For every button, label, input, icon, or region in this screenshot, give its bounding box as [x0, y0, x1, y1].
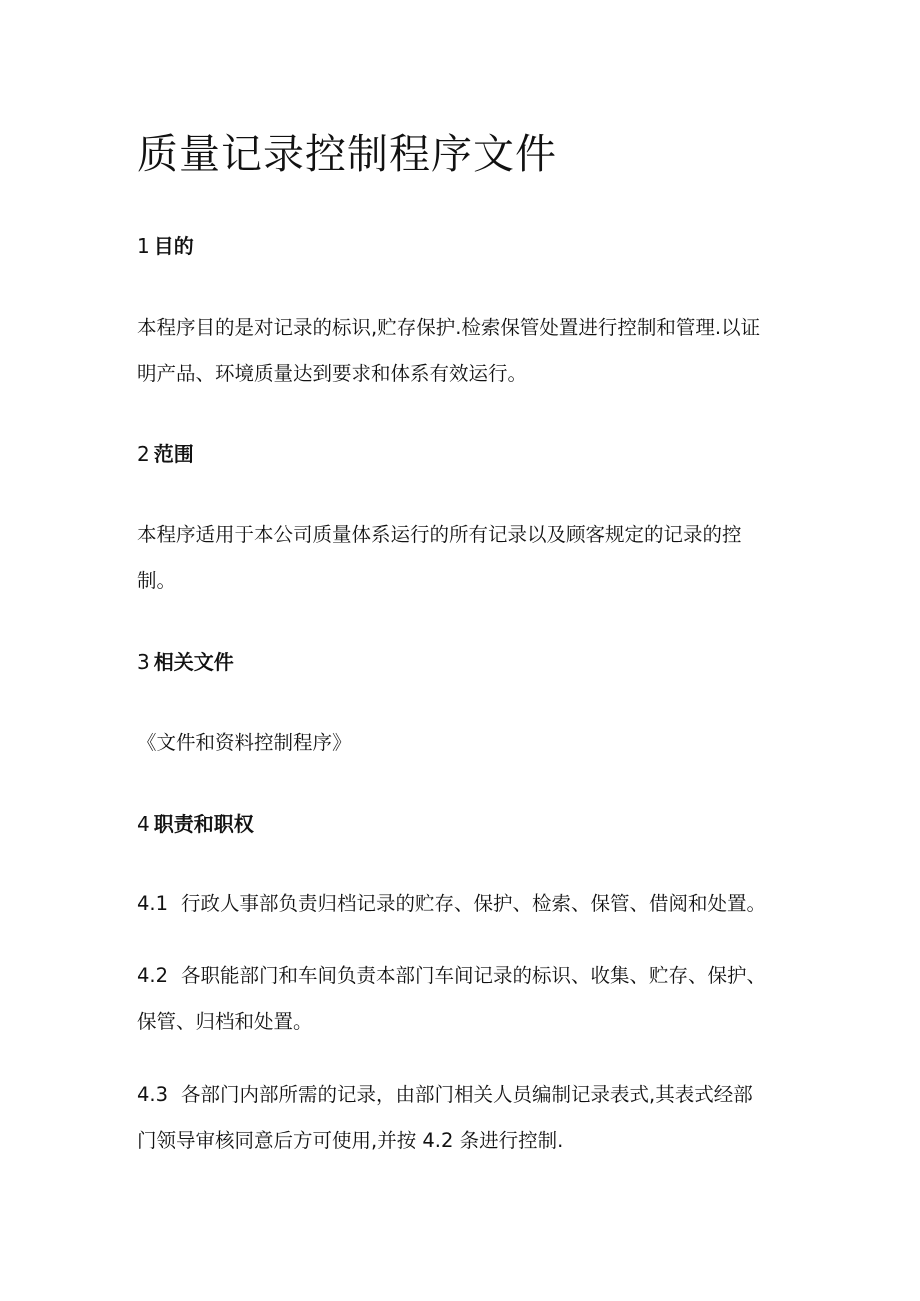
clause-text: 各职能部门和车间负责本部门车间记录的标识、收集、贮存、保护、: [181, 964, 767, 987]
clause-text: 门领导审核同意后方可使用,并按 4.2 条进行控制.: [137, 1129, 564, 1152]
section-1-body: [137, 305, 787, 397]
clause-text: 各部门内部所需的记录，由部门相关人员编制记录表式,其表式经部: [181, 1083, 753, 1106]
section-heading-text: 范围: [153, 442, 194, 466]
section-heading-text: 相关文件: [153, 650, 234, 674]
section-2-heading: [137, 440, 194, 468]
clause-text: 保管、归档和处置。: [137, 1010, 313, 1033]
clause-number: 4.3: [137, 1083, 169, 1106]
body-line: 本程序目的是对记录的标识,贮存保护.检索保管处置进行控制和管理.以证: [137, 316, 761, 339]
section-number: 3: [137, 650, 150, 674]
section-number: 4: [137, 812, 150, 836]
related-document-reference: 《文件和资料控制程序》: [137, 731, 352, 754]
body-line: 本程序适用于本公司质量体系运行的所有记录以及顾客规定的记录的控: [137, 523, 742, 546]
clause-4-3: [137, 1072, 787, 1164]
section-3-heading: [137, 648, 234, 676]
section-2-body: [137, 512, 787, 604]
section-heading-text: 目的: [153, 234, 194, 258]
document-title: 质量记录控制程序文件: [137, 130, 557, 178]
clause-4-1: [137, 881, 817, 927]
section-number: 2: [137, 442, 150, 466]
clause-number: 4.2: [137, 964, 169, 987]
clause-number: 4.1: [137, 892, 169, 915]
section-3-body: [137, 720, 787, 766]
body-line: 制。: [137, 569, 177, 592]
section-1-heading: [137, 232, 194, 260]
section-number: 1: [137, 234, 150, 258]
body-line: 明产品、环境质量达到要求和体系有效运行。: [137, 362, 528, 385]
section-heading-text: 职责和职权: [153, 812, 254, 836]
clause-text: 行政人事部负责归档记录的贮存、保护、检索、保管、借阅和处置。: [181, 892, 767, 915]
clause-4-2: [137, 953, 787, 1045]
section-4-heading: [137, 810, 254, 838]
